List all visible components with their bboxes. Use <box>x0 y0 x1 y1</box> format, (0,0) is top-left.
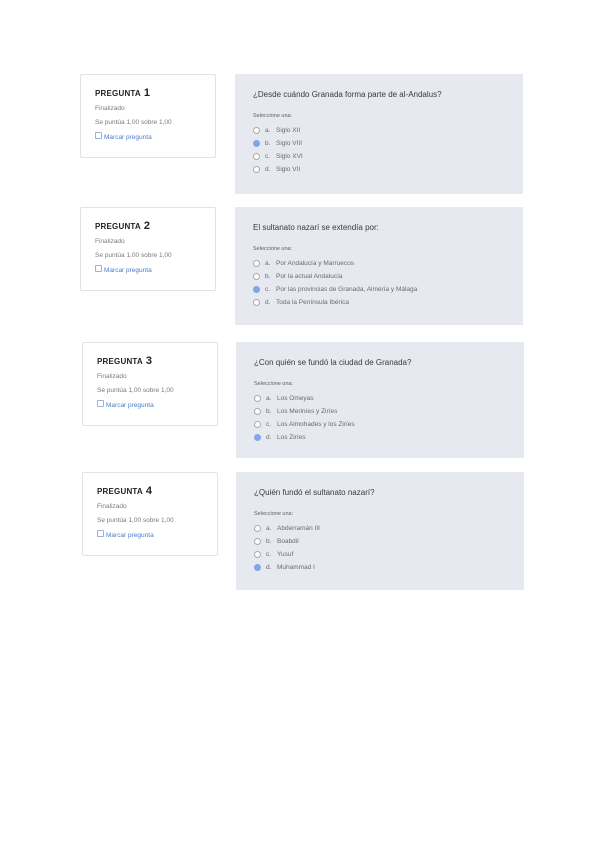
question-text: ¿Quién fundó el sultanato nazarí? <box>254 488 375 497</box>
answer-option-b[interactable]: b. Siglo VIII <box>253 137 523 150</box>
flag-icon <box>95 265 102 272</box>
answer-prompt: Seleccione una: <box>253 113 293 119</box>
answer-option-c[interactable]: c. Yusuf <box>254 548 524 561</box>
question-state: Finalizado <box>95 238 125 245</box>
radio-button[interactable] <box>254 395 261 402</box>
question-grade: Se puntúa 1,00 sobre 1,00 <box>95 119 172 126</box>
answer-option-c[interactable]: c. Siglo XVI <box>253 150 523 163</box>
question-title: PREGUNTA 1 <box>95 87 151 99</box>
radio-button[interactable] <box>253 166 260 173</box>
answer-option-a[interactable]: a. Siglo XII <box>253 124 523 137</box>
question-grade: Se puntúa 1,00 sobre 1,00 <box>95 252 172 259</box>
answer-prompt: Seleccione una: <box>254 381 294 387</box>
radio-button[interactable] <box>254 421 261 428</box>
flag-icon <box>97 400 104 407</box>
question-state: Finalizado <box>97 373 127 380</box>
question-grade: Se puntúa 1,00 sobre 1,00 <box>97 517 174 524</box>
radio-button[interactable] <box>253 299 260 306</box>
question-content-panel <box>235 207 523 325</box>
question-number: 1 <box>143 87 151 99</box>
radio-button[interactable] <box>253 153 260 160</box>
radio-button[interactable] <box>254 408 261 415</box>
flag-question-link[interactable]: Marcar pregunta <box>97 530 217 540</box>
flag-question-link[interactable]: Marcar pregunta <box>97 400 217 410</box>
radio-button[interactable] <box>253 127 260 134</box>
question-state: Finalizado <box>97 503 127 510</box>
question-number: 3 <box>145 355 153 367</box>
question-text: ¿Con quién se fundó la ciudad de Granada? <box>254 358 412 367</box>
radio-button-checked[interactable] <box>253 140 260 147</box>
question-title: PREGUNTA 4 <box>97 485 153 497</box>
answer-prompt: Seleccione una: <box>253 246 293 252</box>
answer-option-a[interactable]: a. Por Andalucía y Marruecos <box>253 257 523 270</box>
answer-option-b[interactable]: b. Boabdil <box>254 535 524 548</box>
question-info-panel <box>82 342 218 426</box>
question-info-panel <box>82 472 218 556</box>
radio-button[interactable] <box>253 273 260 280</box>
radio-button[interactable] <box>253 260 260 267</box>
question-text: El sultanato nazarí se extendía por: <box>253 223 379 232</box>
question-number: 2 <box>143 220 151 232</box>
question-state: Finalizado <box>95 105 125 112</box>
question-number: 4 <box>145 485 153 497</box>
flag-question-link[interactable]: Marcar pregunta <box>95 132 215 142</box>
answer-list <box>253 124 523 176</box>
flag-icon <box>97 530 104 537</box>
flag-icon <box>95 132 102 139</box>
flag-question-link[interactable]: Marcar pregunta <box>95 265 215 275</box>
radio-button-checked[interactable] <box>254 434 261 441</box>
answer-option-b[interactable]: b. Por la actual Andalucía <box>253 270 523 283</box>
answer-option-b[interactable]: b. Los Meriníes y Ziríes <box>254 405 524 418</box>
question-title: PREGUNTA 2 <box>95 220 151 232</box>
answer-option-d[interactable]: d. Toda la Península Ibérica <box>253 296 523 309</box>
question-info-panel <box>80 74 216 158</box>
question-info-panel <box>80 207 216 291</box>
question-content-panel <box>235 74 523 194</box>
question-content-panel <box>236 342 524 458</box>
radio-button[interactable] <box>254 538 261 545</box>
answer-option-a[interactable]: a. Abderramán III <box>254 522 524 535</box>
answer-option-d[interactable]: d. Siglo VII <box>253 163 523 176</box>
answer-list <box>253 257 523 309</box>
answer-prompt: Seleccione una: <box>254 511 294 517</box>
answer-list <box>254 392 524 444</box>
answer-option-c[interactable]: c. Por las provincias de Granada, Almería y Málaga <box>253 283 523 296</box>
radio-button[interactable] <box>254 525 261 532</box>
answer-option-d[interactable]: d. Muhammad I <box>254 561 524 574</box>
answer-option-c[interactable]: c. Los Almohades y los Ziríes <box>254 418 524 431</box>
answer-list <box>254 522 524 574</box>
question-grade: Se puntúa 1,00 sobre 1,00 <box>97 387 174 394</box>
question-title: PREGUNTA 3 <box>97 355 153 367</box>
question-content-panel <box>236 472 524 590</box>
radio-button[interactable] <box>254 551 261 558</box>
answer-option-a[interactable]: a. Los Omeyas <box>254 392 524 405</box>
answer-option-d[interactable]: d. Los Ziríes <box>254 431 524 444</box>
radio-button-checked[interactable] <box>253 286 260 293</box>
radio-button-checked[interactable] <box>254 564 261 571</box>
question-text: ¿Desde cuándo Granada forma parte de al-Andalus? <box>253 90 442 99</box>
